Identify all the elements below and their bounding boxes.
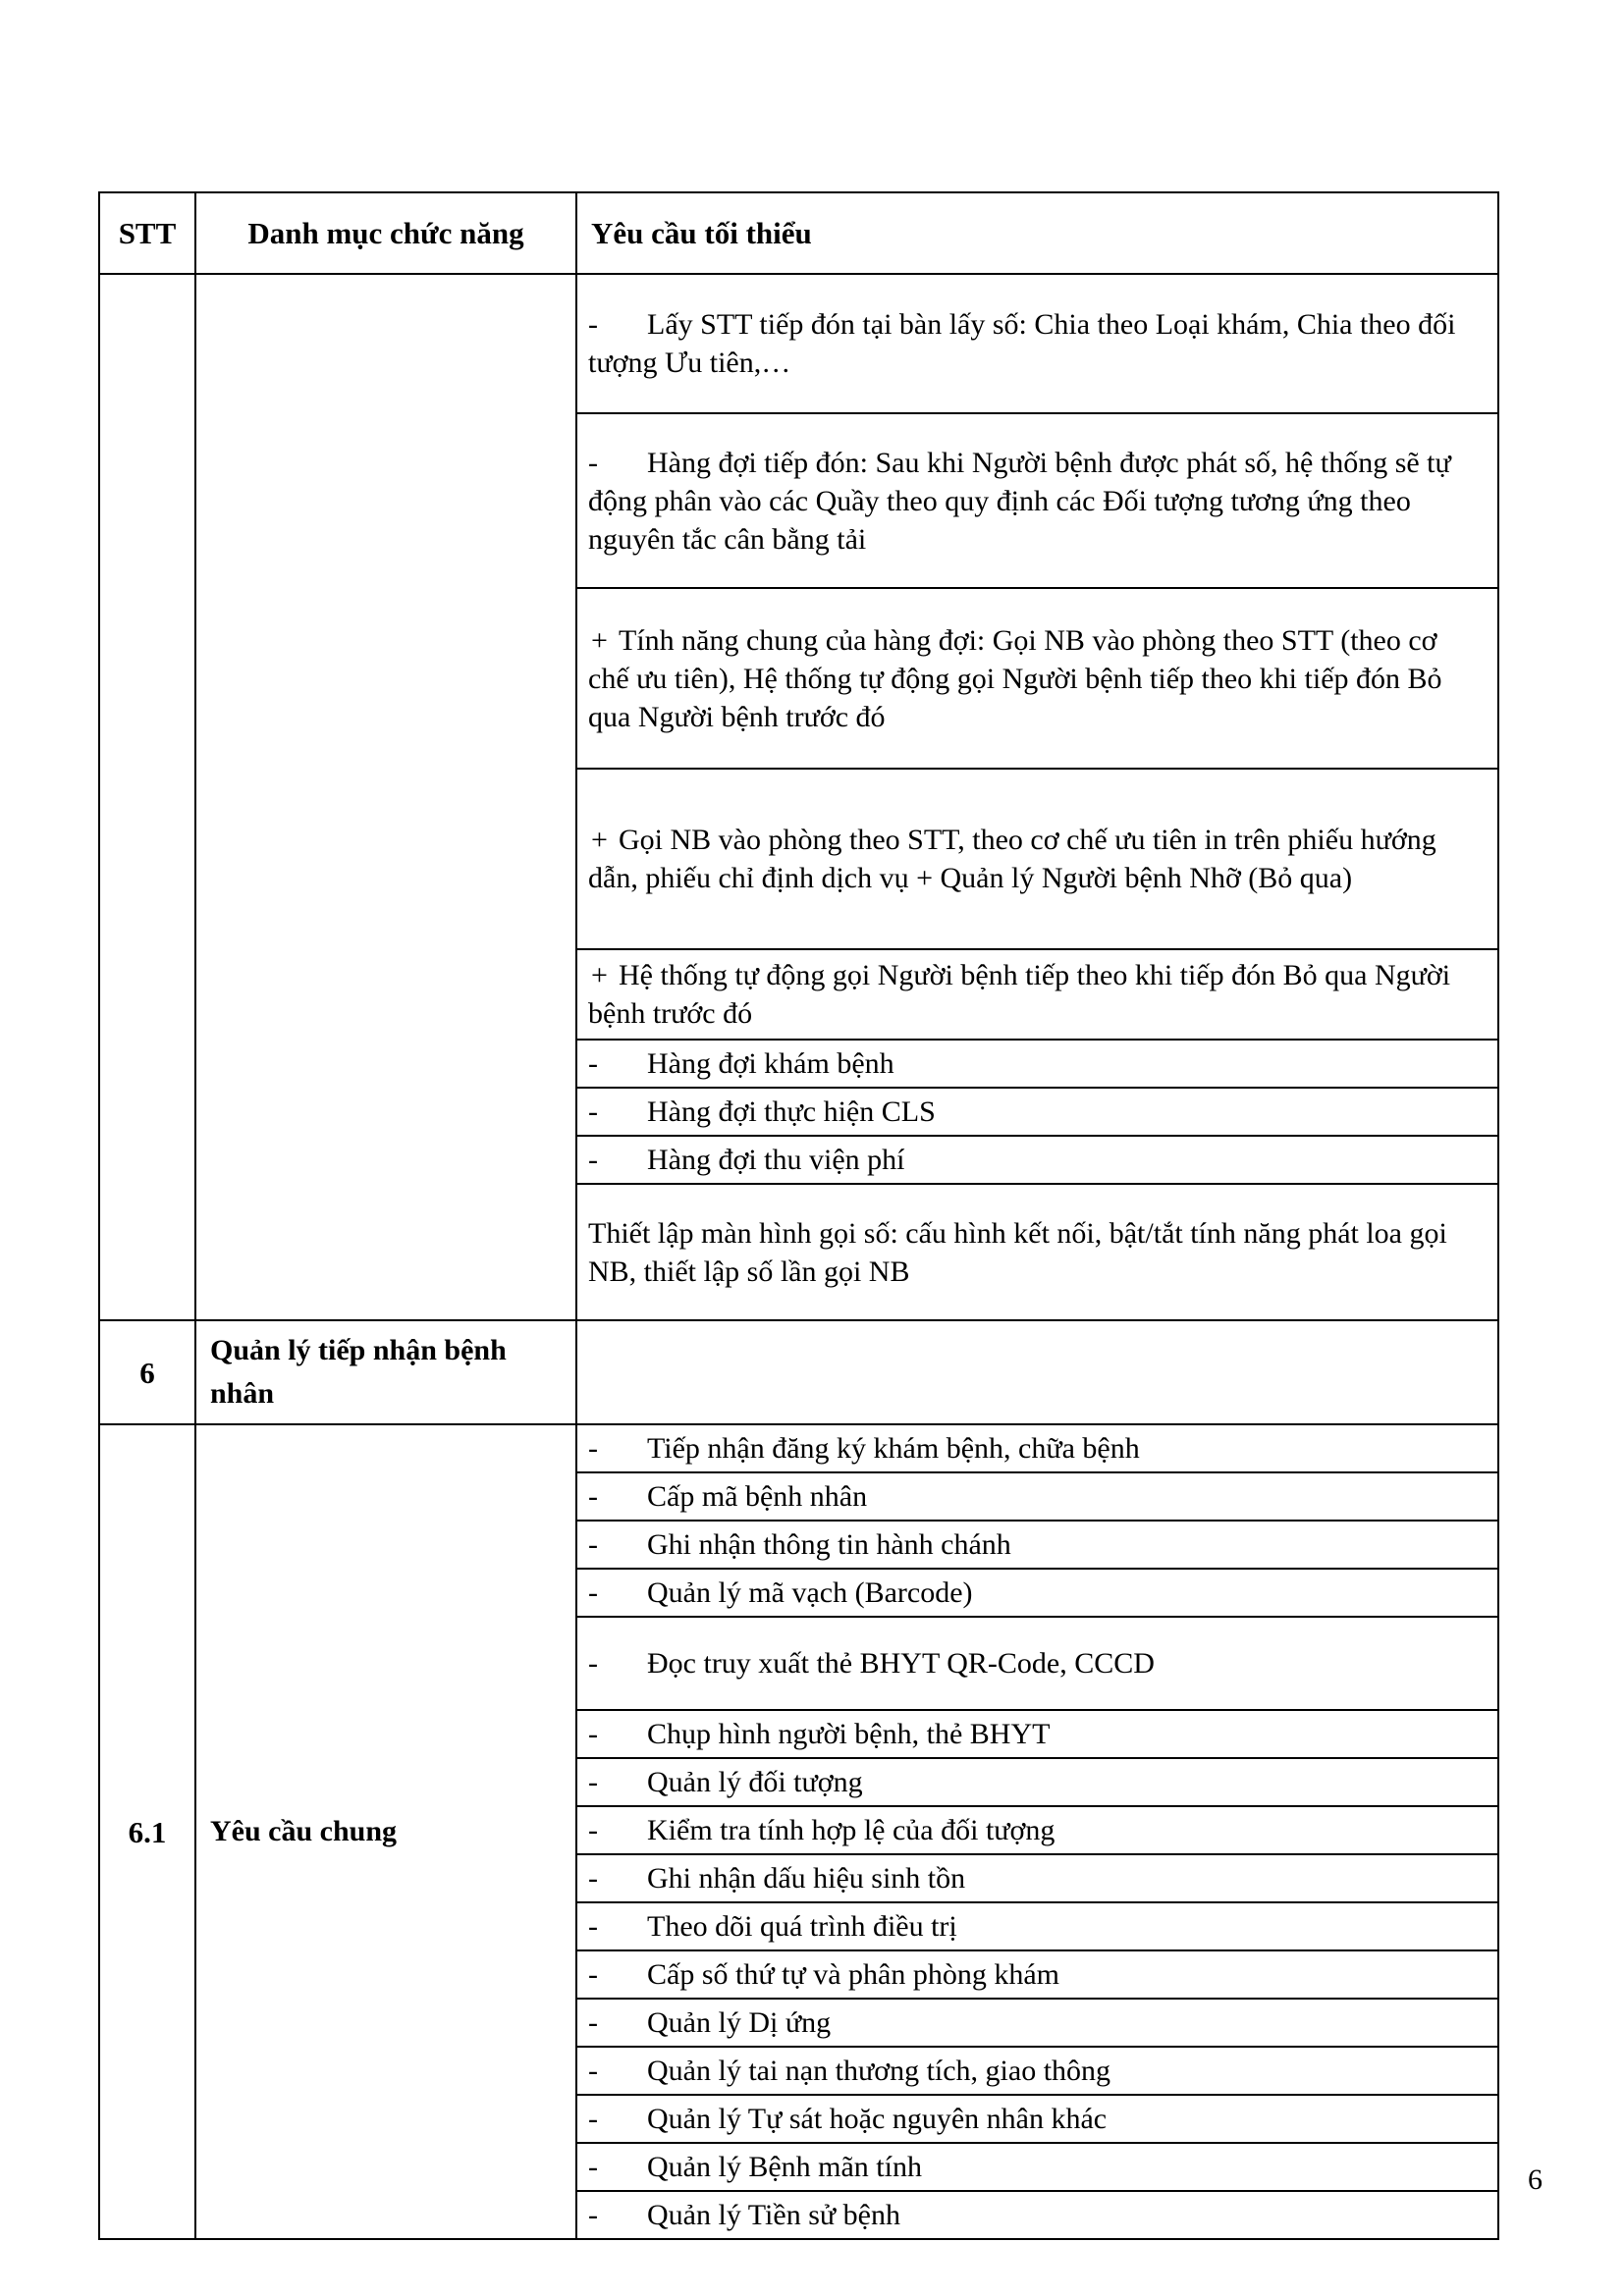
requirement-text: Tiếp nhận đăng ký khám bệnh, chữa bệnh <box>647 1432 1140 1465</box>
requirement-item <box>577 1759 1497 1807</box>
stt-cell: 6.1 <box>99 1424 195 2239</box>
requirement-text: Hàng đợi thu viện phí <box>647 1144 905 1176</box>
requirement-text: Quản lý đối tượng <box>647 1766 863 1798</box>
requirement-item <box>577 1473 1497 1522</box>
section-row-queue <box>99 274 1498 1320</box>
requirement-item <box>577 1807 1497 1855</box>
requirement-text: Tính năng chung của hàng đợi: Gọi NB vào phòng theo STT (theo cơ chế ưu tiên), Hệ thống tự động gọi Người bệnh tiếp theo khi tiếp đón Bỏ qua Người bệnh trước đó <box>588 623 1442 733</box>
dash-bullet: - <box>588 2103 598 2135</box>
plus-bullet: + <box>591 824 608 856</box>
requirement-text: Ghi nhận dấu hiệu sinh tồn <box>647 1862 966 1895</box>
requirement-text: Hệ thống tự động gọi Người bệnh tiếp theo khi tiếp đón Bỏ qua Người bệnh trước đó <box>588 959 1451 1030</box>
requirement-item <box>577 2096 1497 2144</box>
requirement-item <box>577 770 1497 950</box>
requirement-text: Lấy STT tiếp đón tại bàn lấy số: Chia theo Loại khám, Chia theo đối tượng Ưu tiên,… <box>588 308 1456 379</box>
dash-bullet: - <box>588 1528 598 1561</box>
requirement-text: Gọi NB vào phòng theo STT, theo cơ chế ưu tiên in trên phiếu hướng dẫn, phiếu chỉ định dịch vụ + Quản lý Người bệnh Nhỡ (Bỏ qua) <box>588 824 1436 894</box>
requirement-text: Quản lý Dị ứng <box>647 2006 832 2039</box>
requirement-text: Hàng đợi tiếp đón: Sau khi Người bệnh được phát số, hệ thống sẽ tự động phân vào các Quầy theo quy định các Đối tượng tương ứng theo nguyên tắc cân bằng tải <box>588 446 1451 556</box>
dash-bullet: - <box>588 2151 598 2183</box>
dash-bullet: - <box>588 1814 598 1846</box>
category-cell <box>195 274 576 1320</box>
requirement-item <box>577 1522 1497 1570</box>
requirement-item <box>577 2048 1497 2096</box>
dash-bullet: - <box>588 1144 598 1176</box>
requirements-cell <box>576 1424 1498 2239</box>
dash-bullet: - <box>588 1910 598 1943</box>
category-cell: Yêu cầu chung <box>195 1424 576 2239</box>
requirements-cell-empty <box>576 1320 1498 1424</box>
dash-bullet: - <box>588 1095 598 1128</box>
page-number: 6 <box>1528 2163 1543 2196</box>
requirement-item <box>577 414 1497 589</box>
requirement-text: Quản lý Tiền sử bệnh <box>647 2199 900 2231</box>
requirement-item <box>577 1570 1497 1618</box>
dash-bullet: - <box>588 1432 598 1465</box>
requirement-item <box>577 1089 1497 1137</box>
requirement-text: Quản lý Tự sát hoặc nguyên nhân khác <box>647 2103 1108 2135</box>
requirement-text: Thiết lập màn hình gọi số: cấu hình kết nối, bật/tắt tính năng phát loa gọi NB, thiết lập số lần gọi NB <box>588 1216 1447 1288</box>
requirement-text: Đọc truy xuất thẻ BHYT QR-Code, CCCD <box>647 1647 1155 1680</box>
requirement-text: Ghi nhận thông tin hành chánh <box>647 1528 1011 1561</box>
requirement-item <box>577 1711 1497 1759</box>
dash-bullet: - <box>588 2199 598 2231</box>
dash-bullet: - <box>588 1862 598 1895</box>
plus-bullet: + <box>591 623 608 657</box>
header-stt: STT <box>99 192 195 274</box>
dash-bullet: - <box>588 1958 598 1991</box>
header-category: Danh mục chức năng <box>195 192 576 274</box>
stt-cell <box>99 274 195 1320</box>
dash-bullet: - <box>588 308 598 341</box>
requirement-item <box>577 1618 1497 1711</box>
requirement-text: Chụp hình người bệnh, thẻ BHYT <box>647 1718 1051 1750</box>
requirement-text: Hàng đợi thực hiện CLS <box>647 1095 936 1128</box>
requirement-text: Quản lý Bệnh mãn tính <box>647 2151 922 2183</box>
requirement-text: Quản lý mã vạch (Barcode) <box>647 1576 973 1609</box>
requirement-item <box>577 1425 1497 1473</box>
section-row-6 <box>99 1320 1498 1424</box>
dash-bullet: - <box>588 2006 598 2039</box>
requirement-item <box>577 1185 1497 1319</box>
requirement-text: Hàng đợi khám bệnh <box>647 1047 894 1080</box>
requirements-table <box>98 191 1499 2240</box>
dash-bullet: - <box>588 1718 598 1750</box>
header-requirement: Yêu cầu tối thiểu <box>576 192 1498 274</box>
plus-bullet: + <box>591 959 608 991</box>
dash-bullet: - <box>588 1576 598 1609</box>
requirement-text: Kiểm tra tính hợp lệ của đối tượng <box>647 1814 1056 1846</box>
requirement-item <box>577 2192 1497 2238</box>
requirement-item <box>577 275 1497 414</box>
requirement-item <box>577 1041 1497 1089</box>
category-cell: Quản lý tiếp nhận bệnh nhân <box>195 1320 576 1424</box>
requirement-text: Theo dõi quá trình điều trị <box>647 1910 957 1943</box>
requirement-item <box>577 1855 1497 1903</box>
requirement-item <box>577 1951 1497 2000</box>
dash-bullet: - <box>588 1480 598 1513</box>
requirement-item <box>577 1903 1497 1951</box>
requirement-item <box>577 950 1497 1041</box>
requirement-item <box>577 589 1497 770</box>
requirement-text: Quản lý tai nạn thương tích, giao thông <box>647 2055 1111 2087</box>
requirements-cell <box>576 274 1498 1320</box>
table-header-row <box>99 192 1498 274</box>
requirement-item <box>577 1137 1497 1185</box>
dash-bullet: - <box>588 1047 598 1080</box>
requirement-item <box>577 2144 1497 2192</box>
section-row-6-1 <box>99 1424 1498 2239</box>
requirement-item <box>577 2000 1497 2048</box>
dash-bullet: - <box>588 1647 598 1680</box>
dash-bullet: - <box>588 446 598 479</box>
requirement-text: Cấp mã bệnh nhân <box>647 1480 868 1513</box>
dash-bullet: - <box>588 1766 598 1798</box>
requirement-text: Cấp số thứ tự và phân phòng khám <box>647 1958 1059 1991</box>
dash-bullet: - <box>588 2055 598 2087</box>
stt-cell: 6 <box>99 1320 195 1424</box>
